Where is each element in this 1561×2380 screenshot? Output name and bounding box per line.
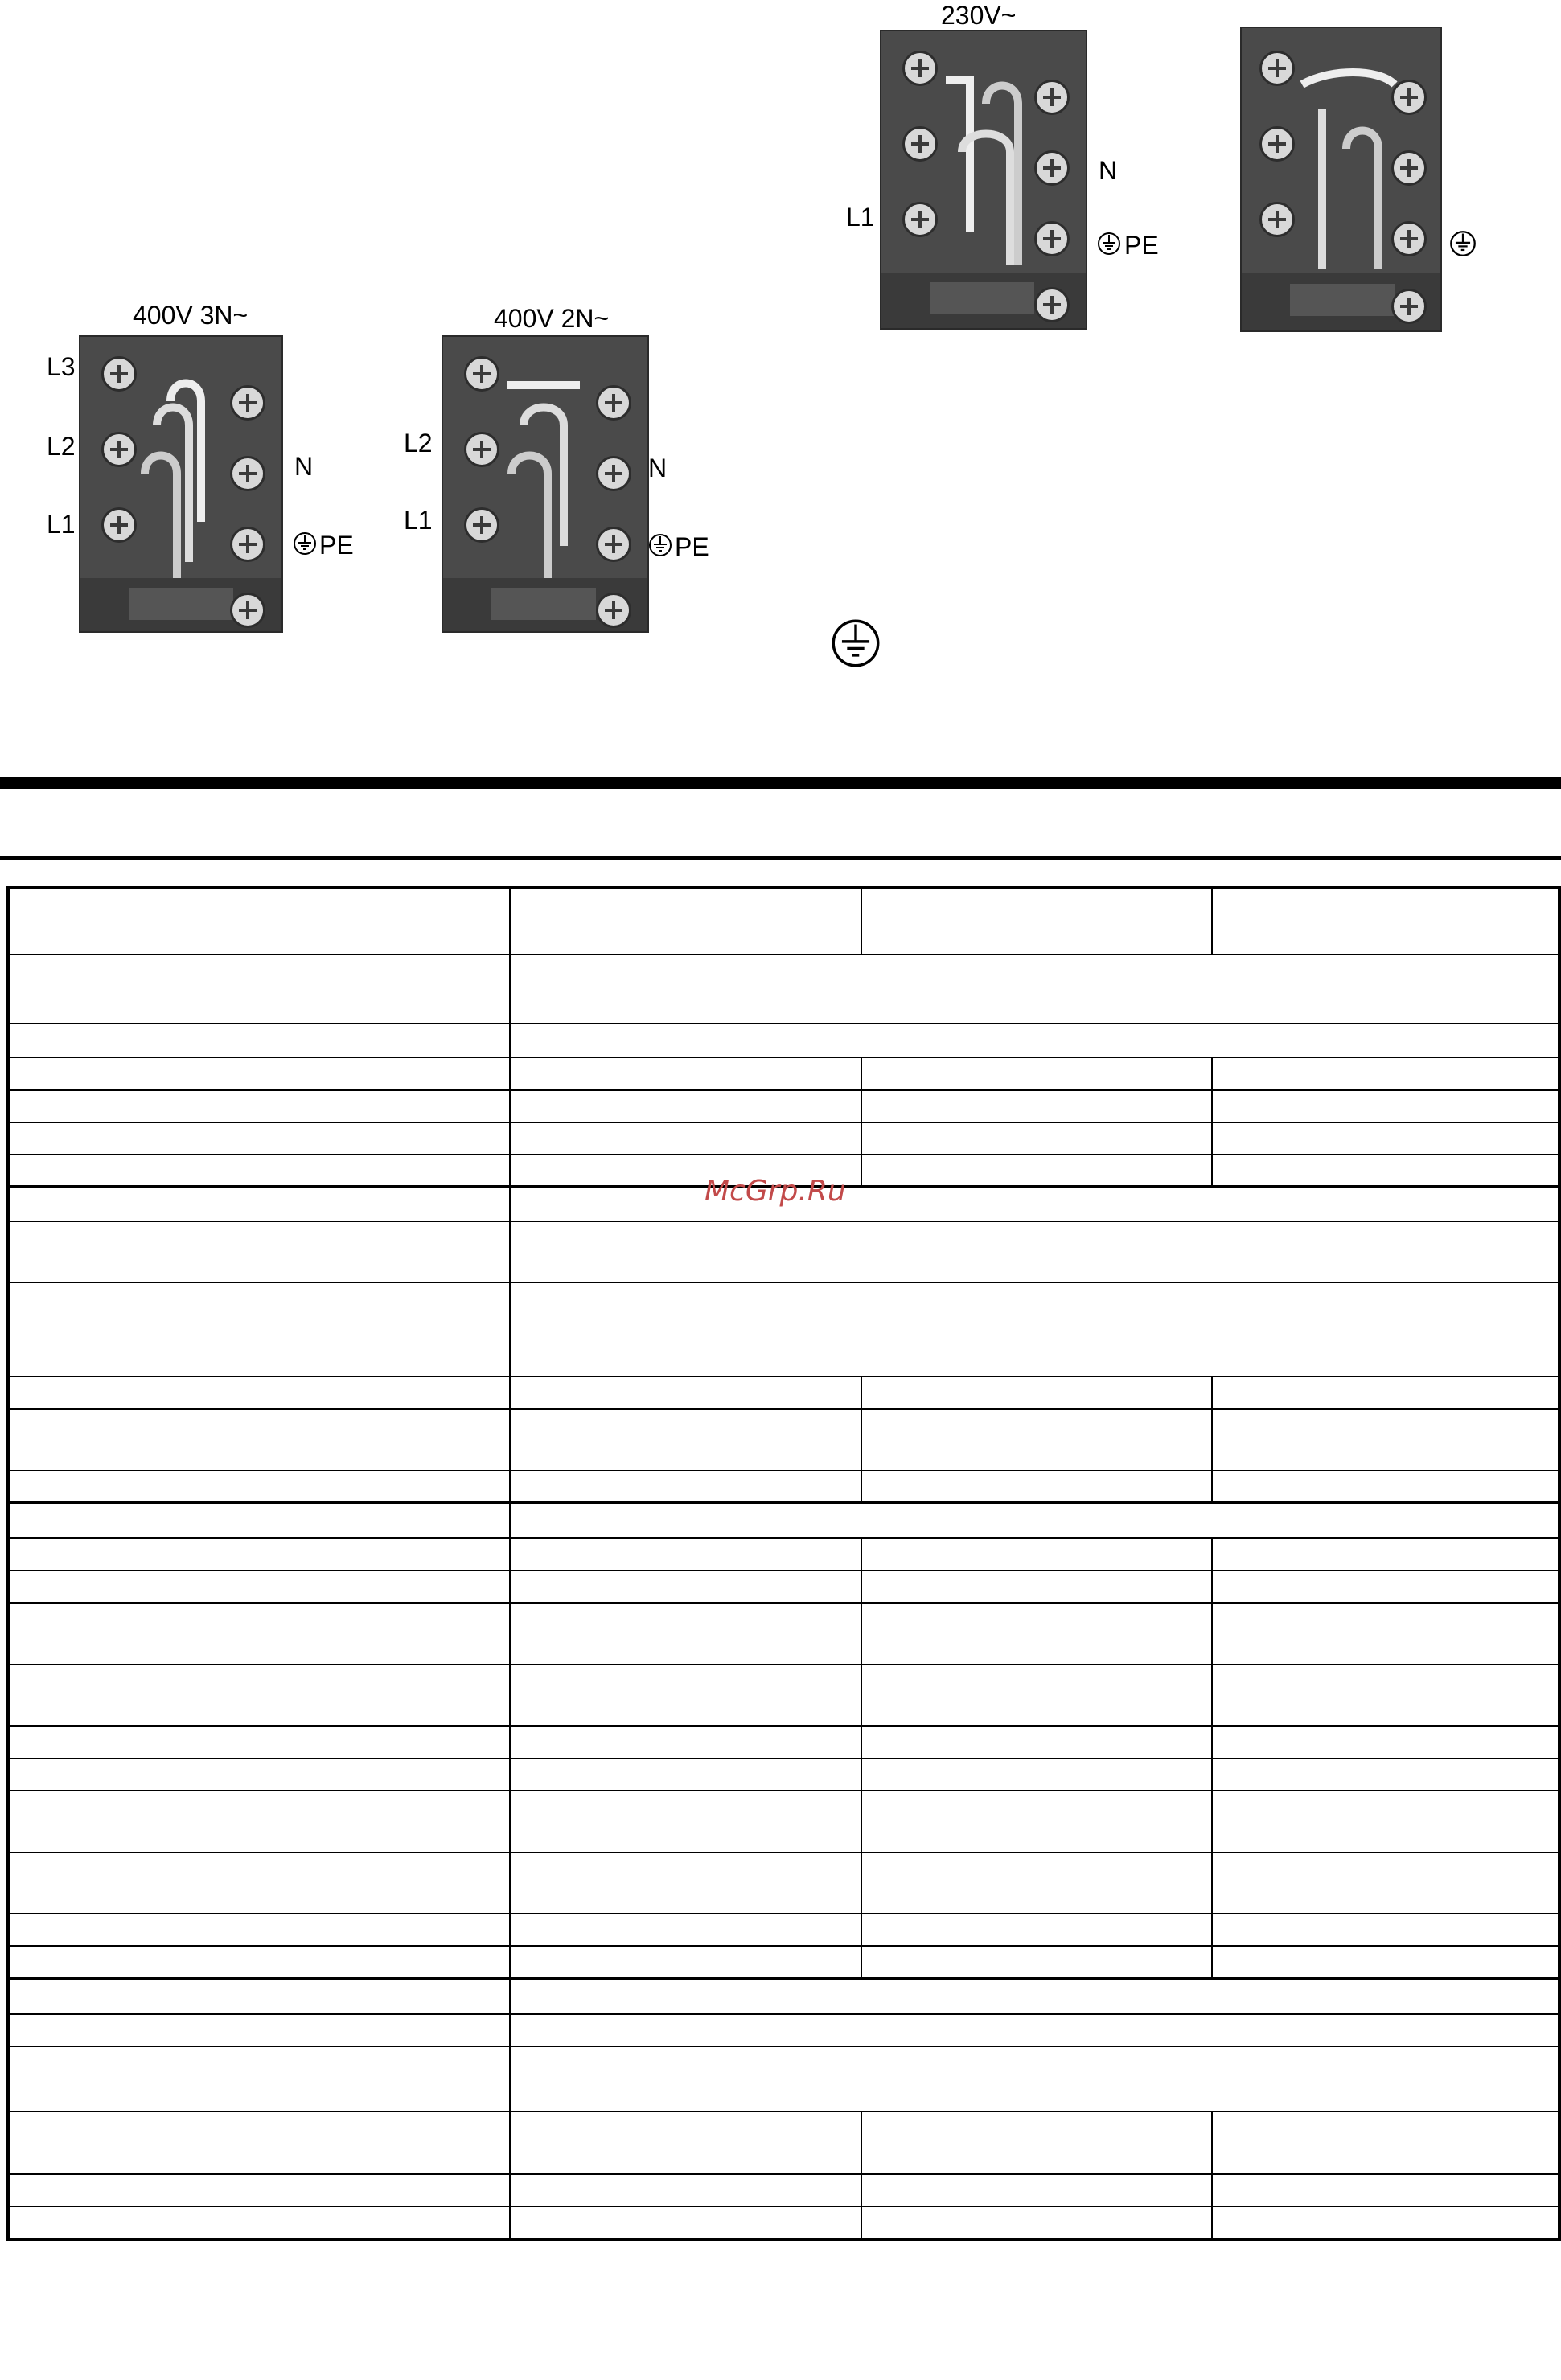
table-cell-label	[8, 1187, 510, 1221]
table-row	[8, 1471, 1559, 1503]
table-cell-label	[8, 1090, 510, 1122]
terminal-screw-mid	[1259, 126, 1295, 162]
label-l3: L3	[47, 352, 76, 381]
table-cell	[510, 1853, 861, 1914]
table-cell-label	[8, 1221, 510, 1283]
table-cell	[1212, 2206, 1559, 2239]
table-cell-label	[8, 1914, 510, 1946]
diagram-title-400v-2n: 400V 2N~	[494, 304, 610, 333]
terminal-screw-n	[230, 456, 265, 491]
table-row	[8, 1122, 1559, 1155]
table-cell-label	[8, 1155, 510, 1187]
label-l2: L2	[404, 429, 433, 458]
clamp-screw	[230, 593, 265, 628]
table-cell	[861, 888, 1212, 954]
table-cell	[510, 1377, 861, 1409]
earth-ground-icon	[648, 533, 672, 557]
table-cell	[861, 1664, 1212, 1726]
table-row	[8, 1664, 1559, 1726]
table-row	[8, 1221, 1559, 1283]
terminal-screw-l2	[464, 432, 499, 467]
table-row	[8, 2174, 1559, 2206]
table-cell	[510, 1946, 861, 1978]
label-pe: PE	[319, 531, 354, 560]
table-cell	[1212, 2111, 1559, 2175]
table-cell-merged	[510, 954, 1559, 1024]
table-cell-label	[8, 1024, 510, 1057]
table-cell-label	[8, 1791, 510, 1853]
table-cell-label	[8, 1946, 510, 1978]
section-rule-thin	[0, 856, 1561, 860]
table-cell-label	[8, 2046, 510, 2111]
table-row	[8, 2206, 1559, 2239]
terminal-screw-mid	[902, 126, 938, 162]
table-row	[8, 1946, 1559, 1978]
table-cell-label	[8, 1377, 510, 1409]
terminal-screw-pe	[230, 527, 265, 562]
table-cell	[861, 1570, 1212, 1602]
table-row	[8, 1090, 1559, 1122]
table-row	[8, 1570, 1559, 1602]
table-row	[8, 888, 1559, 954]
terminal-screw-l3	[101, 356, 137, 392]
terminal-screw-l2	[101, 432, 137, 467]
table-cell	[1212, 1155, 1559, 1187]
table-cell	[1212, 1603, 1559, 1665]
table-cell	[861, 1946, 1212, 1978]
table-row	[8, 1409, 1559, 1471]
table-row	[8, 1726, 1559, 1758]
table-row	[8, 1603, 1559, 1665]
table-cell	[861, 1914, 1212, 1946]
clamp-screw	[1034, 287, 1070, 322]
watermark: McGrp.Ru	[705, 1175, 846, 1208]
earth-ground-icon	[830, 618, 881, 669]
table-cell	[861, 1057, 1212, 1089]
table-cell-merged	[510, 1221, 1559, 1283]
table-cell	[1212, 1726, 1559, 1758]
table-cell	[861, 1090, 1212, 1122]
terminal-screw-r-top	[1391, 80, 1427, 115]
terminal-block-400v-3n	[79, 335, 283, 633]
table-row	[8, 1538, 1559, 1570]
table-cell	[861, 1471, 1212, 1503]
table-cell	[1212, 1409, 1559, 1471]
table-cell	[510, 1409, 861, 1471]
table-cell-label	[8, 2111, 510, 2175]
clamp-screw	[596, 593, 631, 628]
terminal-screw-n	[1034, 150, 1070, 186]
table-cell-label	[8, 1758, 510, 1791]
terminal-screw-pe	[1391, 221, 1427, 256]
table-cell-label	[8, 888, 510, 954]
table-cell	[1212, 1664, 1559, 1726]
table-cell-label	[8, 1538, 510, 1570]
table-row	[8, 954, 1559, 1024]
table-cell	[1212, 1946, 1559, 1978]
label-n: N	[294, 452, 314, 481]
table-cell	[861, 1155, 1212, 1187]
label-l1: L1	[47, 510, 76, 539]
terminal-block-230v	[880, 30, 1087, 330]
table-cell-label	[8, 2174, 510, 2206]
table-cell	[861, 1538, 1212, 1570]
table-cell-label	[8, 2014, 510, 2046]
table-cell	[861, 1122, 1212, 1155]
table-cell	[861, 1791, 1212, 1853]
table-cell	[1212, 1471, 1559, 1503]
spec-table-body	[8, 888, 1559, 2239]
table-cell	[861, 2206, 1212, 2239]
terminal-screw-l1	[464, 507, 499, 543]
terminal-block-400v-2n	[442, 335, 649, 633]
table-cell	[1212, 1914, 1559, 1946]
table-row	[8, 1377, 1559, 1409]
table-cell-merged	[510, 1024, 1559, 1057]
table-row	[8, 2014, 1559, 2046]
table-cell	[510, 2111, 861, 2175]
table-row	[8, 2046, 1559, 2111]
table-cell-label	[8, 1570, 510, 1602]
table-cell-merged	[510, 1979, 1559, 2014]
table-cell-label	[8, 1282, 510, 1377]
table-cell	[510, 1471, 861, 1503]
table-row	[8, 2111, 1559, 2175]
table-cell	[510, 1090, 861, 1122]
terminal-screw-top	[902, 51, 938, 86]
terminal-screw-top	[464, 356, 499, 392]
table-cell-label	[8, 1979, 510, 2014]
table-cell	[861, 1409, 1212, 1471]
label-n: N	[1099, 156, 1118, 185]
table-cell	[861, 1758, 1212, 1791]
table-row	[8, 1914, 1559, 1946]
table-cell	[861, 1377, 1212, 1409]
label-l1: L1	[846, 203, 875, 232]
table-cell	[510, 1791, 861, 1853]
table-cell-merged	[510, 1503, 1559, 1538]
table-cell	[1212, 1570, 1559, 1602]
label-n: N	[648, 453, 668, 482]
table-cell	[510, 1758, 861, 1791]
table-cell	[510, 1570, 861, 1602]
table-cell-label	[8, 2206, 510, 2239]
section-rule-thick	[0, 777, 1561, 789]
terminal-screw-l1	[101, 507, 137, 543]
earth-ground-icon	[293, 531, 317, 556]
table-cell-label	[8, 1853, 510, 1914]
table-cell	[510, 1664, 861, 1726]
table-cell-merged	[510, 1187, 1559, 1221]
table-cell	[861, 2111, 1212, 2175]
table-cell	[510, 1914, 861, 1946]
table-cell-label	[8, 1664, 510, 1726]
label-l1: L1	[404, 506, 433, 535]
table-cell-label	[8, 1503, 510, 1538]
table-cell	[1212, 1057, 1559, 1089]
table-cell-label	[8, 1057, 510, 1089]
table-cell	[861, 1853, 1212, 1914]
table-cell	[510, 888, 861, 954]
table-row	[8, 1791, 1559, 1853]
table-cell	[1212, 1377, 1559, 1409]
table-row	[8, 1853, 1559, 1914]
diagram-title-400v-3n: 400V 3N~	[133, 301, 249, 330]
table-row	[8, 1503, 1559, 1538]
table-cell	[510, 1603, 861, 1665]
table-cell	[1212, 1122, 1559, 1155]
table-cell	[1212, 888, 1559, 954]
table-cell	[861, 2174, 1212, 2206]
terminal-screw-pe	[1034, 221, 1070, 256]
clamp-screw	[1391, 289, 1427, 324]
table-cell	[510, 1726, 861, 1758]
table-cell	[510, 1538, 861, 1570]
table-row	[8, 1024, 1559, 1057]
terminal-screw-bottom	[1259, 202, 1295, 237]
table-cell	[510, 2206, 861, 2239]
table-cell-merged	[510, 1282, 1559, 1377]
terminal-screw-n-top	[230, 385, 265, 421]
terminal-block-ground-only	[1240, 27, 1442, 332]
table-cell	[861, 1726, 1212, 1758]
table-cell	[1212, 1090, 1559, 1122]
table-cell	[1212, 1791, 1559, 1853]
table-cell-label	[8, 1122, 510, 1155]
spec-table	[6, 886, 1561, 2241]
table-cell	[1212, 1538, 1559, 1570]
table-cell-label	[8, 1409, 510, 1471]
table-row	[8, 1282, 1559, 1377]
label-l2: L2	[47, 432, 76, 461]
table-cell-merged	[510, 2014, 1559, 2046]
table-cell	[510, 1122, 861, 1155]
terminal-screw-n-top	[1034, 80, 1070, 115]
table-row	[8, 1979, 1559, 2014]
label-pe: PE	[675, 532, 709, 561]
table-cell-merged	[510, 2046, 1559, 2111]
table-row	[8, 1057, 1559, 1089]
earth-ground-icon	[1449, 230, 1477, 257]
table-cell	[510, 2174, 861, 2206]
table-cell	[1212, 2174, 1559, 2206]
table-cell	[1212, 1853, 1559, 1914]
table-cell-label	[8, 1603, 510, 1665]
table-row	[8, 1758, 1559, 1791]
earth-ground-icon	[1097, 232, 1121, 256]
terminal-screw-pe	[596, 527, 631, 562]
terminal-screw-n	[596, 456, 631, 491]
diagram-title-230v: 230V~	[941, 1, 1017, 30]
terminal-screw-r-mid	[1391, 150, 1427, 186]
table-cell-label	[8, 1726, 510, 1758]
table-cell	[510, 1057, 861, 1089]
terminal-screw-top	[1259, 51, 1295, 86]
label-pe: PE	[1124, 231, 1159, 260]
table-cell-label	[8, 1471, 510, 1503]
table-cell	[1212, 1758, 1559, 1791]
terminal-screw-n-top	[596, 385, 631, 421]
table-cell-label	[8, 954, 510, 1024]
terminal-screw-l1	[902, 202, 938, 237]
table-cell	[861, 1603, 1212, 1665]
